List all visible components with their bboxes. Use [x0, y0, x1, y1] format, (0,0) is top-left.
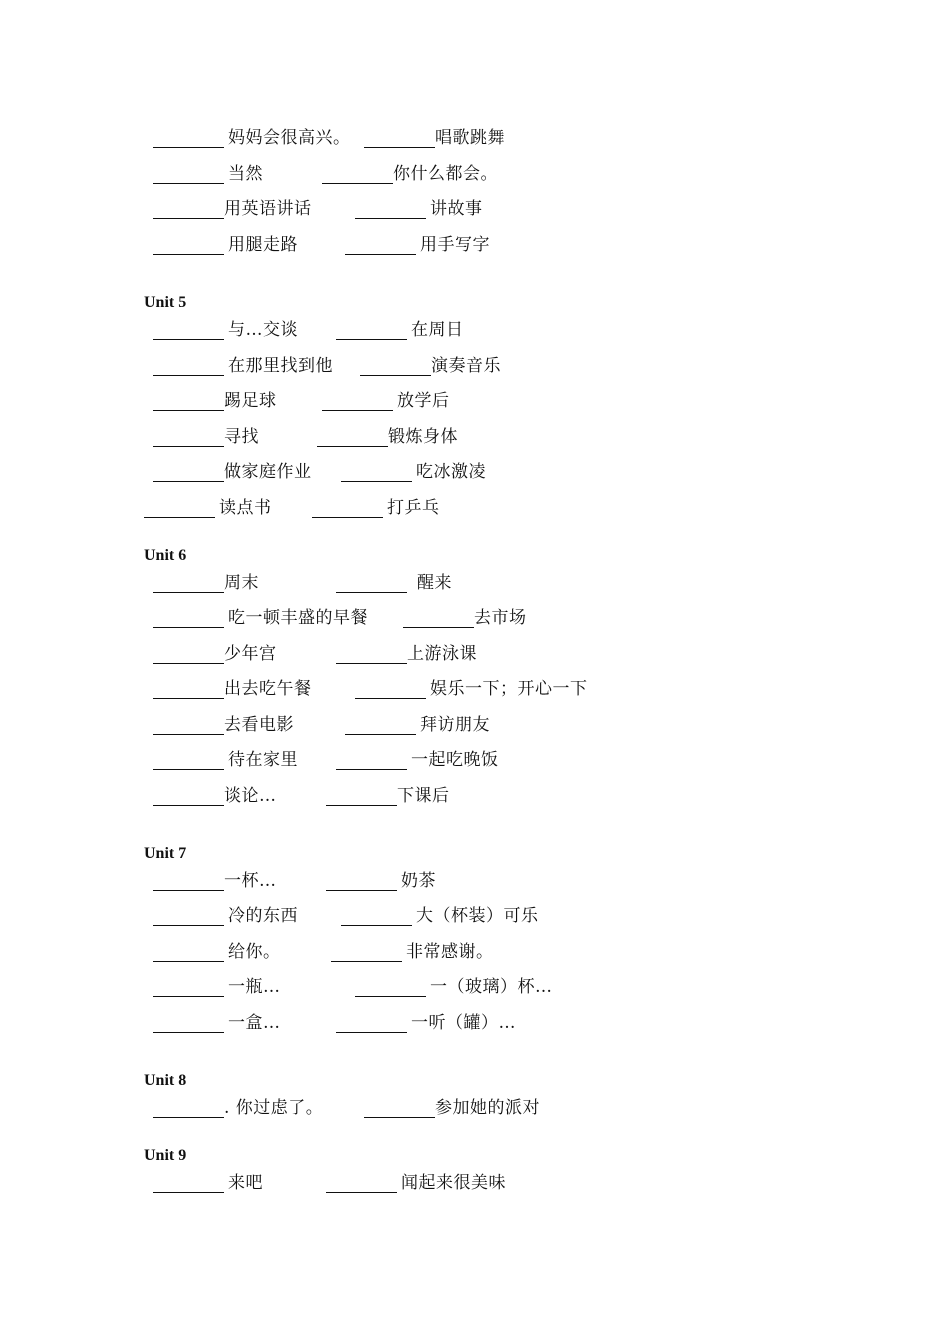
- prompt-text: 大（杯装）可乐: [416, 906, 539, 926]
- left-item: [153, 124, 351, 148]
- prompt-text: 做家庭作业: [224, 462, 312, 482]
- prompt-text: 踢足球: [224, 391, 277, 411]
- prompt-text: 拜访朋友: [420, 715, 490, 735]
- left-item: [153, 387, 277, 411]
- left-item: [153, 782, 277, 806]
- prompt-text: 上游泳课: [407, 644, 477, 664]
- left-item: [153, 746, 298, 770]
- answer-blank[interactable]: [322, 165, 393, 184]
- prompt-text: 用腿走路: [228, 235, 298, 255]
- left-item: [153, 569, 259, 593]
- prompt-text: 与…交谈: [228, 320, 298, 340]
- prompt-text: 你什么都会。: [393, 164, 498, 184]
- prompt-text: 待在家里: [228, 750, 298, 770]
- prompt-text: 去看电影: [224, 715, 294, 735]
- right-item: [336, 569, 452, 593]
- answer-blank[interactable]: [153, 1014, 224, 1033]
- answer-blank[interactable]: [326, 1174, 397, 1193]
- answer-blank[interactable]: [403, 609, 474, 628]
- right-item: [360, 352, 501, 376]
- answer-blank[interactable]: [345, 716, 416, 735]
- prompt-text: 一瓶…: [228, 977, 281, 997]
- answer-blank[interactable]: [153, 645, 224, 664]
- answer-blank[interactable]: [153, 129, 224, 148]
- answer-blank[interactable]: [336, 1014, 407, 1033]
- prompt-text: 给你。: [228, 942, 281, 962]
- right-item: [345, 711, 490, 735]
- answer-blank[interactable]: [153, 165, 224, 184]
- right-item: [317, 423, 458, 447]
- right-item: [326, 782, 450, 806]
- answer-blank[interactable]: [153, 1174, 224, 1193]
- left-item: [153, 973, 281, 997]
- answer-blank[interactable]: [153, 236, 224, 255]
- unit-heading: Unit 8: [144, 1072, 187, 1089]
- prompt-text: 打乒乓: [387, 498, 440, 518]
- answer-blank[interactable]: [326, 872, 397, 891]
- answer-blank[interactable]: [153, 716, 224, 735]
- answer-blank[interactable]: [153, 321, 224, 340]
- prompt-text: 读点书: [219, 498, 272, 518]
- answer-blank[interactable]: [336, 645, 407, 664]
- prompt-text: 一听（罐）…: [411, 1013, 516, 1033]
- prompt-text: 一盒…: [228, 1013, 281, 1033]
- prompt-text: 唱歌跳舞: [435, 128, 505, 148]
- answer-blank[interactable]: [360, 357, 431, 376]
- answer-blank[interactable]: [336, 321, 407, 340]
- prompt-text: 吃一顿丰盛的早餐: [228, 608, 368, 628]
- prompt-text: 用英语讲话: [224, 199, 312, 219]
- right-item: [345, 231, 490, 255]
- answer-blank[interactable]: [345, 236, 416, 255]
- right-item: [355, 973, 553, 997]
- right-item: [326, 867, 436, 891]
- right-item: [326, 1169, 506, 1193]
- answer-blank[interactable]: [341, 907, 412, 926]
- right-item: [312, 494, 440, 518]
- prompt-text: 在周日: [411, 320, 464, 340]
- right-item: [322, 387, 450, 411]
- answer-blank[interactable]: [153, 392, 224, 411]
- prompt-text: 在那里找到他: [228, 356, 333, 376]
- prompt-text: 谈论…: [224, 786, 277, 806]
- answer-blank[interactable]: [355, 978, 426, 997]
- answer-blank[interactable]: [153, 751, 224, 770]
- answer-blank[interactable]: [153, 574, 224, 593]
- unit-heading: Unit 6: [144, 547, 187, 564]
- answer-blank[interactable]: [153, 1099, 224, 1118]
- left-item: [153, 458, 312, 482]
- prompt-text: 一杯…: [224, 871, 277, 891]
- left-item: [153, 195, 312, 219]
- prompt-text: 用手写字: [420, 235, 490, 255]
- answer-blank[interactable]: [336, 751, 407, 770]
- prompt-text: 寻找: [224, 427, 259, 447]
- prompt-text: 出去吃午餐: [224, 679, 312, 699]
- prompt-text: 娱乐一下；开心一下: [430, 679, 588, 699]
- prompt-text: 闻起来很美味: [401, 1173, 506, 1193]
- right-item: [331, 938, 494, 962]
- unit-heading: Unit 9: [144, 1147, 187, 1164]
- prompt-text: 奶茶: [401, 871, 436, 891]
- answer-blank[interactable]: [153, 357, 224, 376]
- left-item: [153, 604, 368, 628]
- prompt-text: 放学后: [397, 391, 450, 411]
- answer-blank[interactable]: [144, 499, 215, 518]
- answer-blank[interactable]: [312, 499, 383, 518]
- answer-blank[interactable]: [322, 392, 393, 411]
- answer-blank[interactable]: [153, 680, 224, 699]
- prompt-text: 一（玻璃）杯…: [430, 977, 553, 997]
- unit-heading: Unit 7: [144, 845, 187, 862]
- answer-blank[interactable]: [153, 943, 224, 962]
- right-item: [364, 124, 505, 148]
- answer-blank[interactable]: [153, 463, 224, 482]
- prompt-text: 当然: [228, 164, 263, 184]
- left-item: [153, 640, 277, 664]
- prompt-text: 来吧: [228, 1173, 263, 1193]
- answer-blank[interactable]: [336, 574, 407, 593]
- answer-blank[interactable]: [364, 1099, 435, 1118]
- answer-blank[interactable]: [153, 787, 224, 806]
- left-item: [153, 316, 298, 340]
- left-item: [153, 867, 277, 891]
- left-item: [153, 1009, 281, 1033]
- prompt-text: 醒来: [417, 573, 452, 593]
- left-item: [153, 711, 294, 735]
- prompt-text: . 你过虑了。: [224, 1098, 324, 1118]
- answer-blank[interactable]: [317, 428, 388, 447]
- left-item: [153, 675, 312, 699]
- prompt-text: 锻炼身体: [388, 427, 458, 447]
- right-item: [336, 316, 464, 340]
- right-item: [336, 746, 499, 770]
- right-item: [336, 640, 477, 664]
- prompt-text: 冷的东西: [228, 906, 298, 926]
- left-item: [153, 1094, 323, 1118]
- answer-blank[interactable]: [153, 609, 224, 628]
- prompt-text: 妈妈会很高兴。: [228, 128, 351, 148]
- answer-blank[interactable]: [355, 200, 426, 219]
- right-item: [403, 604, 527, 628]
- right-item: [364, 1094, 540, 1118]
- answer-blank[interactable]: [153, 978, 224, 997]
- answer-blank[interactable]: [331, 943, 402, 962]
- answer-blank[interactable]: [364, 129, 435, 148]
- right-item: [341, 458, 486, 482]
- left-item: [153, 938, 281, 962]
- prompt-text: 下课后: [397, 786, 450, 806]
- answer-blank[interactable]: [326, 787, 397, 806]
- prompt-text: 演奏音乐: [431, 356, 501, 376]
- left-item: [153, 423, 259, 447]
- prompt-text: 参加她的派对: [435, 1098, 540, 1118]
- answer-blank[interactable]: [355, 680, 426, 699]
- prompt-text: 周末: [224, 573, 259, 593]
- left-item: [144, 494, 272, 518]
- left-item: [153, 1169, 263, 1193]
- left-item: [153, 352, 333, 376]
- prompt-text: 去市场: [474, 608, 527, 628]
- prompt-text: 少年宫: [224, 644, 277, 664]
- right-item: [322, 160, 498, 184]
- right-item: [336, 1009, 516, 1033]
- answer-blank[interactable]: [153, 428, 224, 447]
- left-item: [153, 231, 298, 255]
- answer-blank[interactable]: [153, 907, 224, 926]
- right-item: [341, 902, 539, 926]
- right-item: [355, 675, 588, 699]
- unit-heading: Unit 5: [144, 294, 187, 311]
- prompt-text: 非常感谢。: [406, 942, 494, 962]
- answer-blank[interactable]: [341, 463, 412, 482]
- prompt-text: 讲故事: [430, 199, 483, 219]
- left-item: [153, 160, 263, 184]
- prompt-text: 吃冰激凌: [416, 462, 486, 482]
- right-item: [355, 195, 483, 219]
- answer-blank[interactable]: [153, 872, 224, 891]
- left-item: [153, 902, 298, 926]
- prompt-text: 一起吃晚饭: [411, 750, 499, 770]
- answer-blank[interactable]: [153, 200, 224, 219]
